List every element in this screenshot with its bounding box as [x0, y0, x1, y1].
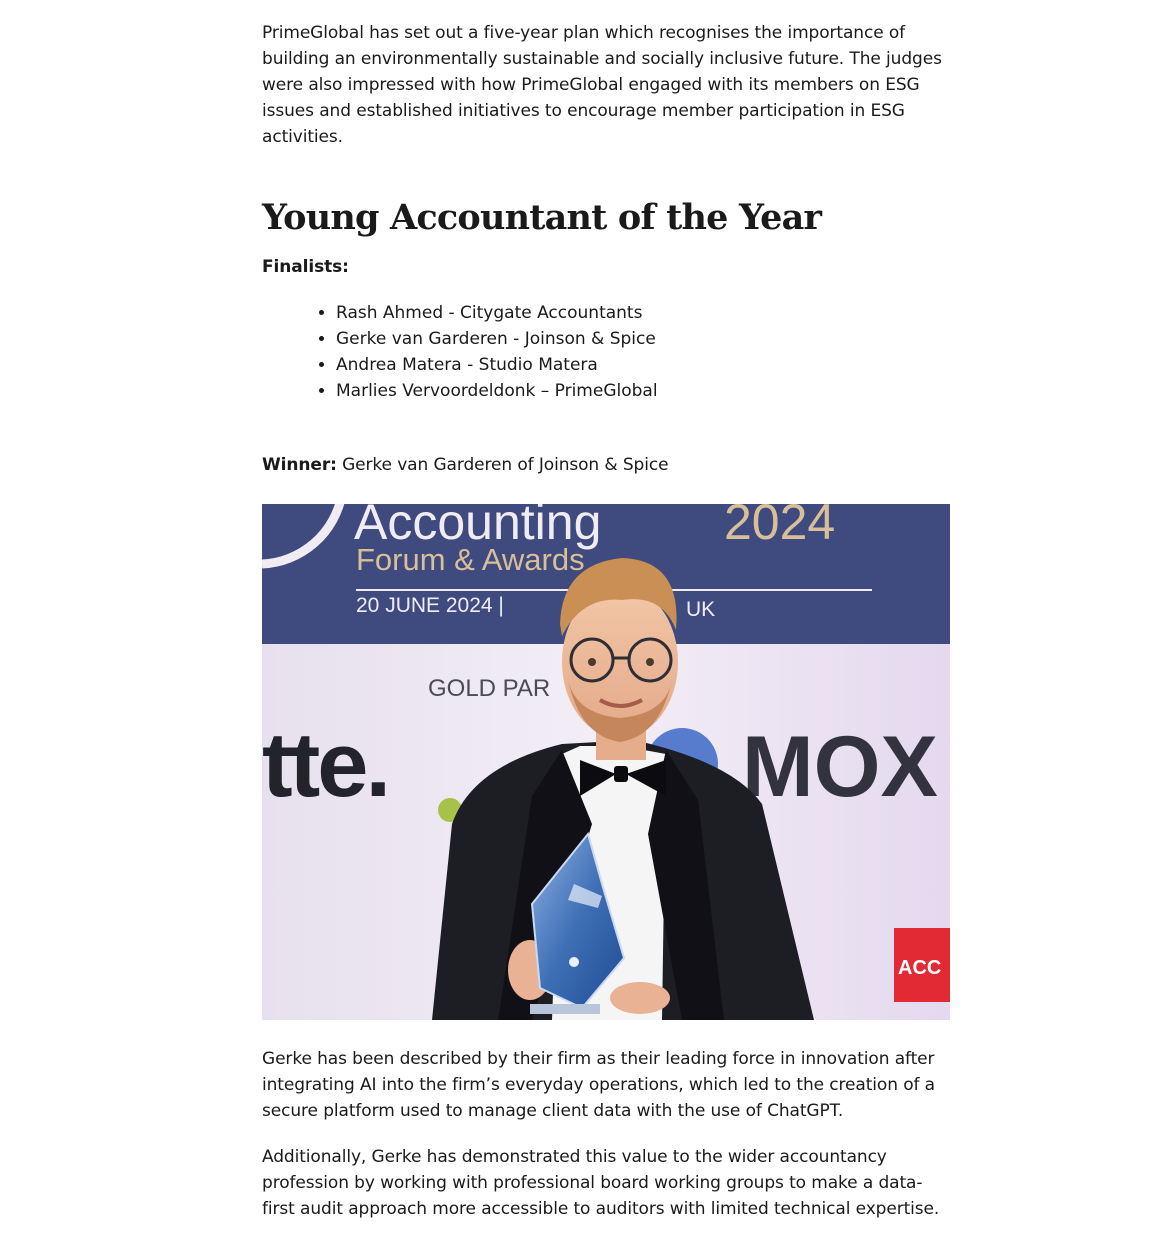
banner-date: 20 JUNE 2024 | — [356, 594, 504, 617]
list-item: • Gerke van Garderen - Joinson & Spice — [336, 326, 952, 352]
award-emblem — [569, 957, 579, 967]
sponsor-logo-right: MOX — [742, 719, 938, 815]
person-hand-right — [610, 982, 670, 1014]
partner-label: GOLD PAR — [428, 675, 551, 702]
list-item: • Rash Ahmed - Citygate Accountants — [336, 300, 952, 326]
winner-line — [262, 452, 952, 478]
finalists-label: Finalists: — [262, 257, 349, 277]
list-item: • Marlies Vervoordeldonk – PrimeGlobal — [336, 378, 952, 404]
sponsor-logo-left: tte. — [262, 714, 388, 816]
award-base — [530, 1004, 600, 1014]
winner-photo-illustration — [262, 504, 950, 1020]
person-bow-tie-knot — [614, 766, 628, 782]
section-heading: Young Accountant of the Year — [262, 197, 822, 238]
finalists-list — [262, 300, 952, 404]
sponsor-corner-logo: ACC — [898, 957, 942, 979]
eye-left — [588, 658, 596, 666]
banner-year: 2024 — [724, 504, 836, 550]
winner-photo — [262, 504, 950, 1020]
winner-label: Winner: — [262, 455, 337, 475]
winner-text: Gerke van Garderen of Joinson & Spice — [336, 455, 669, 475]
intro-paragraph: PrimeGlobal has set out a five-year plan which recognises the importance of building an environmentally sustainable and socially inclusive future. The judges were also impressed with how PrimeGlobal engaged with its members on ESG issues and established initiatives to encourage member participation in ESG activities. — [262, 23, 942, 147]
eye-right — [646, 658, 654, 666]
banner-title: Accounting — [354, 504, 602, 550]
list-item: • Andrea Matera - Studio Matera — [336, 352, 952, 378]
banner-location: UK — [686, 598, 716, 621]
body-paragraph: Gerke has been described by their firm as their leading force in innovation after integrating AI into the firm’s everyday operations, which led to the creation of a secure platform used to manage client data with the use of ChatGPT. — [262, 1049, 935, 1121]
article-body — [262, 20, 952, 1242]
body-paragraph: Additionally, Gerke has demonstrated this value to the wider accountancy profession by working with professional board working groups to make a data-first audit approach more accessible to auditors with limited technical expertise. — [262, 1147, 940, 1219]
banner-subtitle: Forum & Awards — [356, 542, 585, 577]
